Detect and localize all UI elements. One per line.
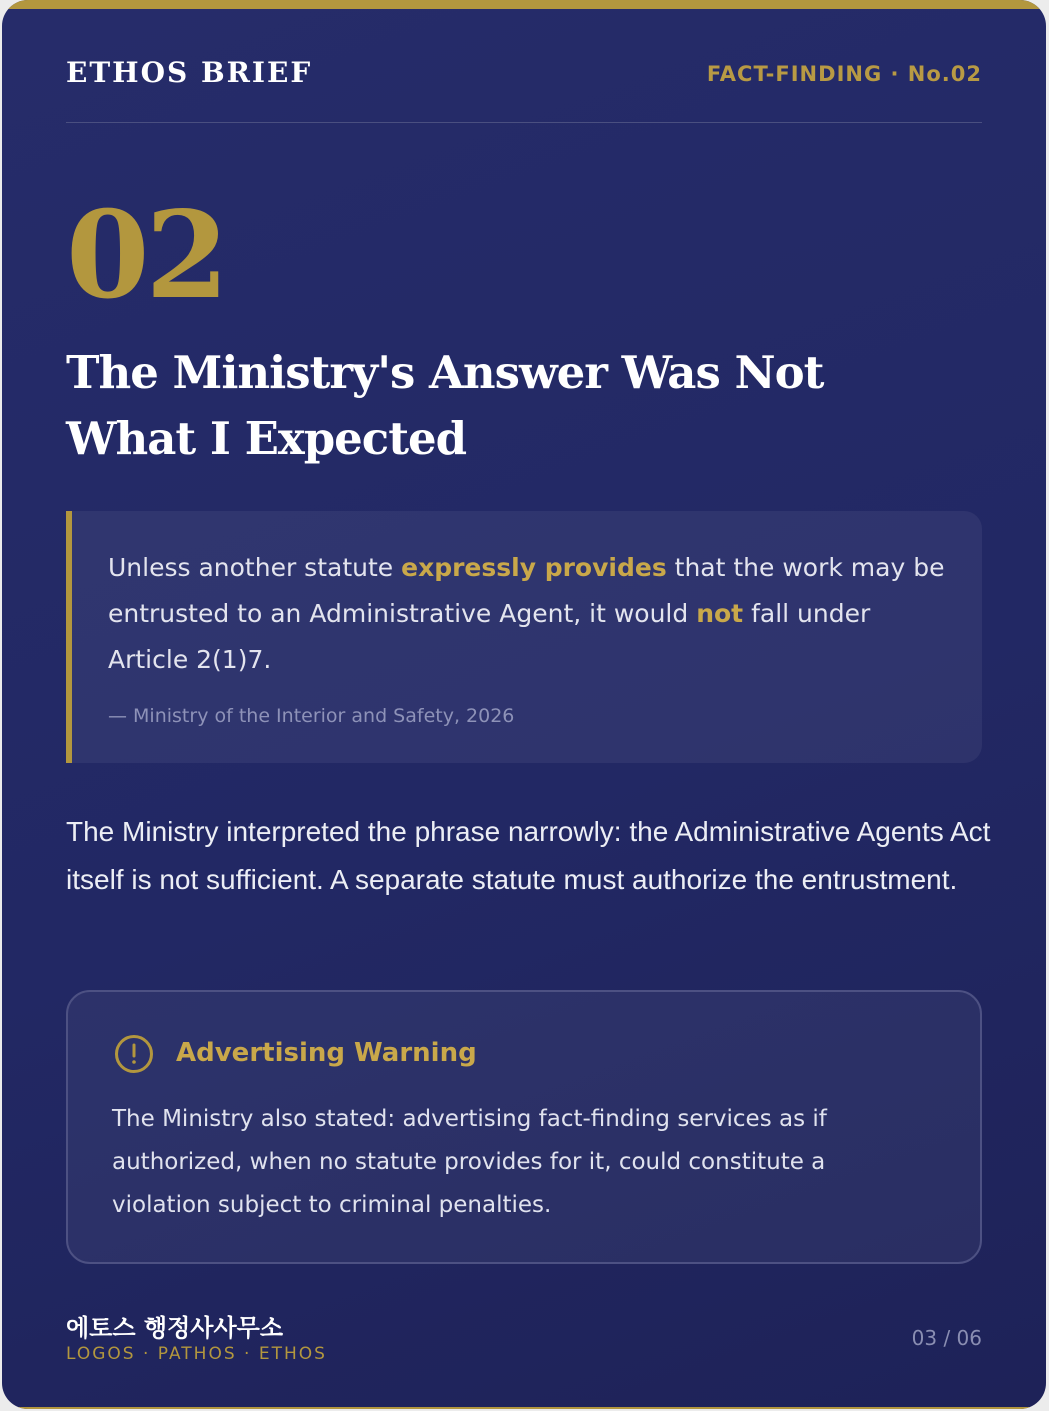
firm-tagline: LOGOS · PATHOS · ETHOS [66,1344,327,1364]
header-divider [66,122,982,123]
alert-circle-icon [114,1034,154,1074]
body-paragraph: The Ministry interpreted the phrase narrowly: the Administrative Agents Act itself is not sufficient. A separate statute must authorize the entrustment. [66,816,991,895]
page-indicator: 03 / 06 [911,1326,982,1350]
quote-part-2: that the work may be entrusted to an Administrative Agent, it would [108,553,945,628]
series-label: FACT-FINDING · No.02 [706,62,982,86]
quote-source: — Ministry of the Interior and Safety, 2026 [108,705,515,727]
quote-block [66,511,982,763]
warning-box [66,990,982,1264]
firm-name: 에토스 행정사사무소 [66,1314,284,1342]
quote-part-1: Unless another statute [108,553,402,582]
section-number: 02 [66,185,225,326]
section-title: The Ministry's Answer Was Not What I Expected [66,346,824,465]
warning-title: Advertising Warning [176,1038,477,1068]
warning-text: The Ministry also stated: advertising fact-finding services as if authorized, when no statute provides for it, could constitute a violation subject to criminal penalties. [112,1106,827,1218]
quote-text [108,545,946,683]
quote-part-3: fall under Article 2(1)7. [108,599,871,674]
brief-card [2,0,1046,1409]
brand-title: ETHOS BRIEF [66,56,313,89]
quote-highlight-1: expressly provides [401,553,667,582]
quote-highlight-2: not [696,599,744,628]
